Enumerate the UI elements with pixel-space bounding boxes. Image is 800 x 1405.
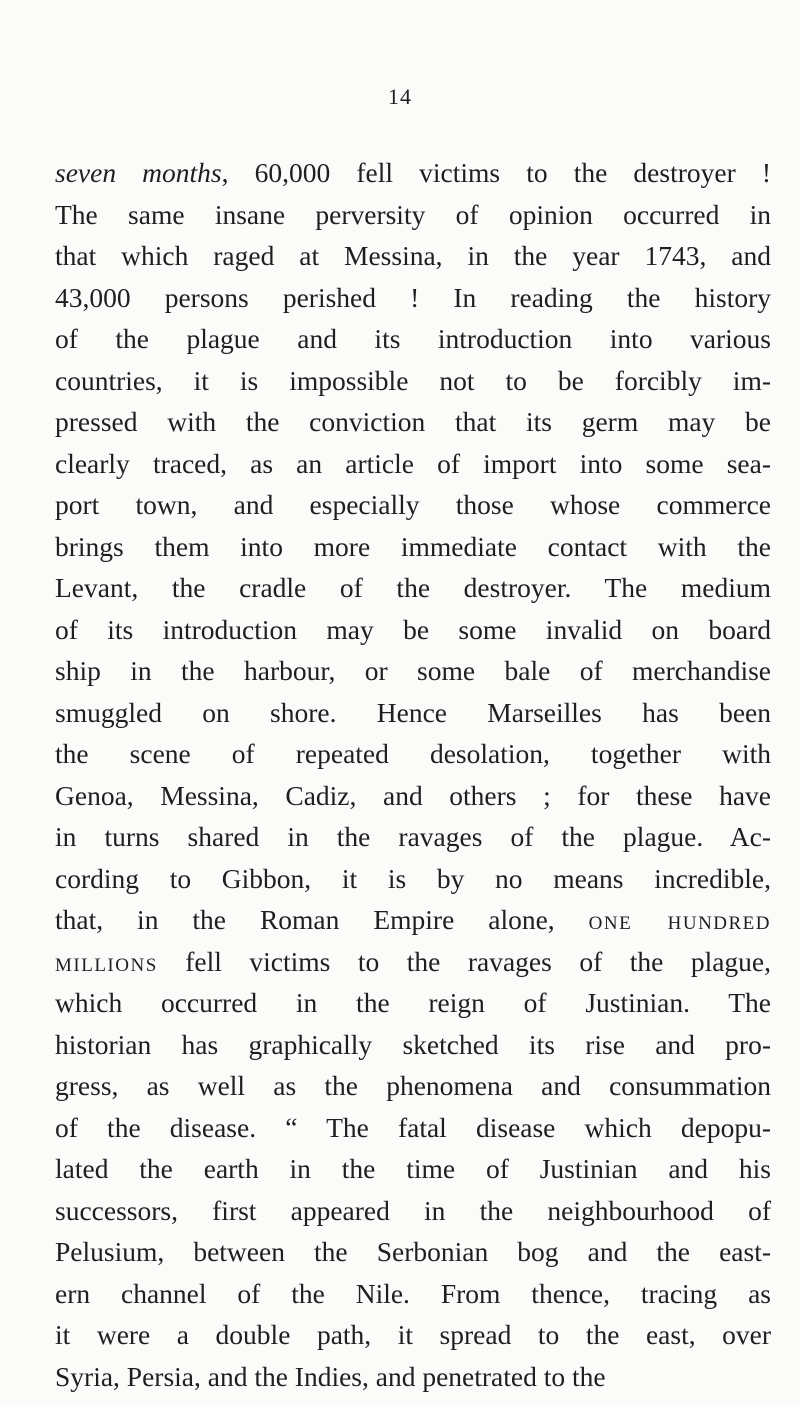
text-line bbox=[55, 899, 771, 941]
text-line bbox=[55, 650, 771, 692]
text-segment: historian has graphically sketched its rise and pro- bbox=[55, 1028, 771, 1060]
text-line bbox=[55, 1231, 771, 1273]
text-line bbox=[55, 152, 771, 194]
text-line bbox=[55, 692, 771, 734]
text-line bbox=[55, 1107, 771, 1149]
text-line bbox=[55, 567, 771, 609]
text-line bbox=[55, 1314, 771, 1356]
text-line bbox=[55, 1024, 771, 1066]
text-segment: ern channel of the Nile. From thence, tracing as bbox=[55, 1277, 771, 1309]
text-line bbox=[55, 1356, 771, 1398]
text-line bbox=[55, 816, 771, 858]
text-segment: port town, and especially those whose commerce bbox=[55, 489, 771, 520]
text-segment: the scene of repeated desolation, together with bbox=[55, 738, 771, 769]
text-line bbox=[55, 775, 771, 817]
text-segment: seven months bbox=[55, 157, 222, 188]
text-line bbox=[55, 318, 771, 360]
text-segment: Syria, Persia, and the Indies, and penetrated to the bbox=[55, 1360, 606, 1392]
text-segment: in turns shared in the ravages of the plague. Ac- bbox=[55, 821, 771, 852]
text-segment: clearly traced, as an article of import into some sea- bbox=[55, 447, 771, 479]
text-line bbox=[55, 277, 771, 319]
text-line bbox=[55, 858, 771, 900]
text-segment: successors, first appeared in the neighbourhood of bbox=[55, 1194, 771, 1226]
text-segment: millions bbox=[55, 945, 158, 977]
text-segment: ship in the harbour, or some bale of merchandise bbox=[55, 655, 771, 686]
text-segment: brings them into more immediate contact with the bbox=[55, 530, 771, 562]
text-segment: of the plague and its introduction into various bbox=[55, 323, 771, 354]
text-segment: Pelusium, between the Serbonian bog and the east- bbox=[55, 1236, 771, 1267]
text-segment: The same insane perversity of opinion occurred in bbox=[55, 198, 771, 230]
text-segment: countries, it is impossible not to be forcibly im- bbox=[55, 364, 771, 396]
text-line bbox=[55, 1190, 771, 1232]
text-line bbox=[55, 733, 771, 775]
text-segment: pressed with the conviction that its germ may be bbox=[55, 406, 771, 437]
text-line bbox=[55, 484, 771, 526]
text-line bbox=[55, 194, 771, 236]
text-segment: that which raged at Messina, in the year 1743, and bbox=[55, 240, 771, 271]
text-line bbox=[55, 1065, 771, 1107]
text-segment: lated the earth in the time of Justinian and his bbox=[55, 1153, 771, 1184]
text-segment: of its introduction may be some invalid on board bbox=[55, 613, 771, 645]
text-segment: one hundred bbox=[588, 904, 772, 935]
text-line bbox=[55, 401, 771, 443]
text-line bbox=[55, 526, 771, 568]
text-segment: cording to Gibbon, it is by no means incredible, bbox=[55, 862, 771, 894]
text-segment: 43,000 persons perished ! In reading the history bbox=[55, 281, 771, 313]
text-segment: it were a double path, it spread to the east, over bbox=[55, 1319, 771, 1350]
text-line bbox=[55, 1148, 771, 1190]
text-segment: fell victims to the ravages of the plague, bbox=[157, 945, 771, 977]
text-segment: which occurred in the reign of Justinian. The bbox=[55, 987, 771, 1018]
body-text bbox=[55, 152, 771, 1397]
text-segment: smuggled on shore. Hence Marseilles has been bbox=[55, 696, 771, 728]
text-line bbox=[55, 982, 771, 1024]
text-segment: of the disease. “ The fatal disease which depopu- bbox=[55, 1111, 771, 1143]
text-segment: , 60,000 fell victims to the destroyer ! bbox=[221, 157, 771, 188]
text-line bbox=[55, 941, 771, 983]
text-line bbox=[55, 235, 771, 277]
text-segment: Levant, the cradle of the destroyer. The medium bbox=[55, 572, 771, 603]
text-line bbox=[55, 360, 771, 402]
text-line bbox=[55, 443, 771, 485]
page-number: 14 bbox=[388, 84, 412, 109]
text-line bbox=[55, 609, 771, 651]
text-segment: Genoa, Messina, Cadiz, and others ; for these have bbox=[55, 779, 771, 811]
text-line bbox=[55, 1273, 771, 1315]
text-segment: gress, as well as the phenomena and consummation bbox=[55, 1070, 771, 1101]
text-segment: that, in the Roman Empire alone, bbox=[55, 904, 589, 935]
